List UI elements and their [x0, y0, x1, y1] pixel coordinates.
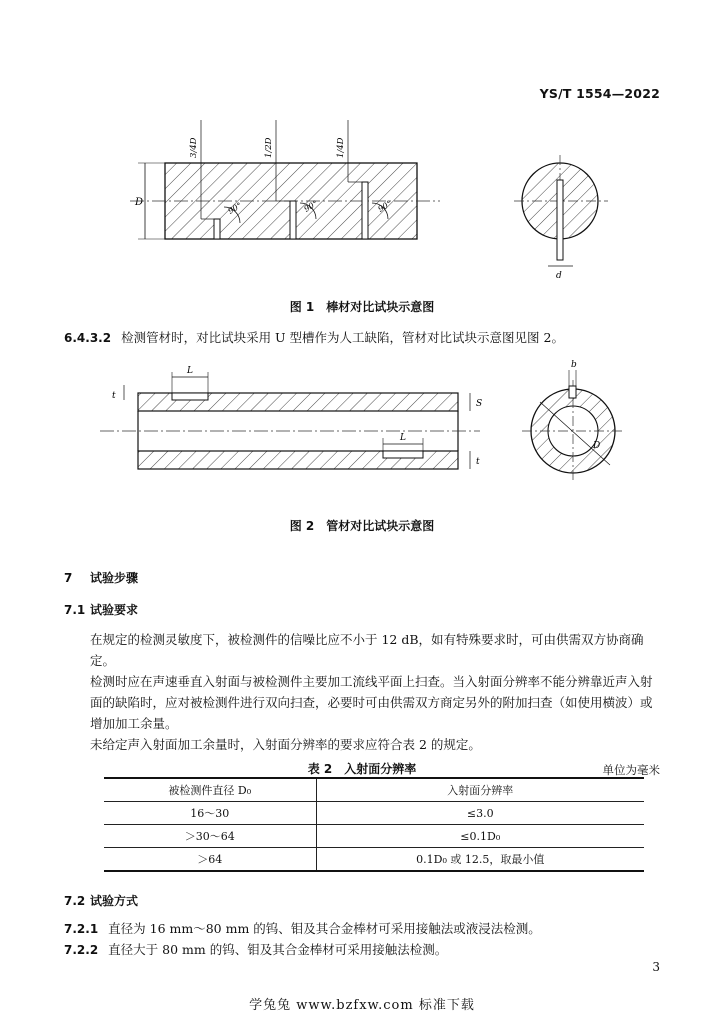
table-header-row [104, 778, 644, 802]
svg-text:D: D [593, 441, 601, 451]
section-7-2-heading: 7.2 试验方式 [64, 894, 139, 908]
standard-code: YS/T 1554—2022 [539, 86, 660, 101]
table-row [104, 802, 644, 825]
section-7-heading: 7 试验步骤 [64, 571, 139, 585]
svg-text:L: L [400, 433, 406, 443]
table-cell: 16～30 [104, 802, 316, 825]
table-2-unit: 单位为毫米 [602, 763, 660, 777]
svg-text:1/4D: 1/4D [336, 137, 346, 158]
svg-text:t: t [476, 457, 480, 467]
table-cell: ≤3.0 [316, 802, 644, 825]
figure-1-drawing [0, 0, 724, 300]
footer-watermark: 学兔兔 www.bzfxw.com 标准下载 [249, 998, 475, 1013]
table-cell: ＞30～64 [104, 825, 316, 848]
table-row [104, 825, 644, 848]
svg-text:90°: 90° [226, 200, 244, 216]
table-cell: ＞64 [104, 848, 316, 872]
svg-text:90°: 90° [376, 198, 394, 214]
table-2 [104, 777, 644, 872]
figure-2-caption: 图 2 管材对比试块示意图 [289, 519, 435, 533]
svg-text:d: d [556, 271, 562, 281]
svg-text:t: t [112, 391, 116, 401]
table-row [104, 848, 644, 872]
clause-7-2-2: 7.2.2 直径大于 80 mm 的钨、钼及其合金棒材可采用接触法检测。 [64, 942, 448, 957]
table-header-cell: 入射面分辨率 [316, 778, 644, 802]
paragraph-3: 未给定声入射面加工余量时，入射面分辨率的要求应符合表 2 的规定。 [90, 737, 481, 752]
page-number: 3 [652, 960, 660, 974]
section-7-1-heading: 7.1 试验要求 [64, 603, 139, 617]
svg-text:L: L [187, 366, 193, 376]
figure-2-drawing [0, 350, 724, 510]
table-header-cell: 被检测件直径 D₀ [104, 778, 316, 802]
clause-6-4-3-2: 6.4.3.2 检测管材时，对比试块采用 U 型槽作为人工缺陷，管材对比试块示意图见图 2。 [64, 330, 564, 345]
svg-text:3/4D: 3/4D [189, 137, 199, 158]
svg-text:1/2D: 1/2D [264, 137, 274, 158]
table-cell: ≤0.1D₀ [316, 825, 644, 848]
paragraph-1: 在规定的检测灵敏度下，被检测件的信噪比应不小于 12 dB，如有特殊要求时，可由供需双方协商确定。 [90, 632, 644, 668]
svg-text:b: b [571, 360, 577, 370]
svg-text:S: S [476, 399, 483, 409]
table-cell: 0.1D₀ 或 12.5，取最小值 [316, 848, 644, 872]
dim-D-label: D [135, 197, 144, 208]
paragraph-2: 检测时应在声速垂直入射面与被检测件主要加工流线平面上扫查。当入射面分辨率不能分辨靠近声入射面的缺陷时，应对被检测件进行双向扫查，必要时可由供需双方商定另外的附加扫查（如使用横波）或增加加工余量。 [90, 674, 653, 731]
clause-7-2-1: 7.2.1 直径为 16 mm～80 mm 的钨、钼及其合金棒材可采用接触法或液浸法检测。 [64, 921, 541, 936]
figure-1-caption: 图 1 棒材对比试块示意图 [289, 300, 435, 314]
svg-text:90°: 90° [302, 198, 320, 214]
table-2-caption: 表 2 入射面分辨率 [307, 762, 417, 776]
